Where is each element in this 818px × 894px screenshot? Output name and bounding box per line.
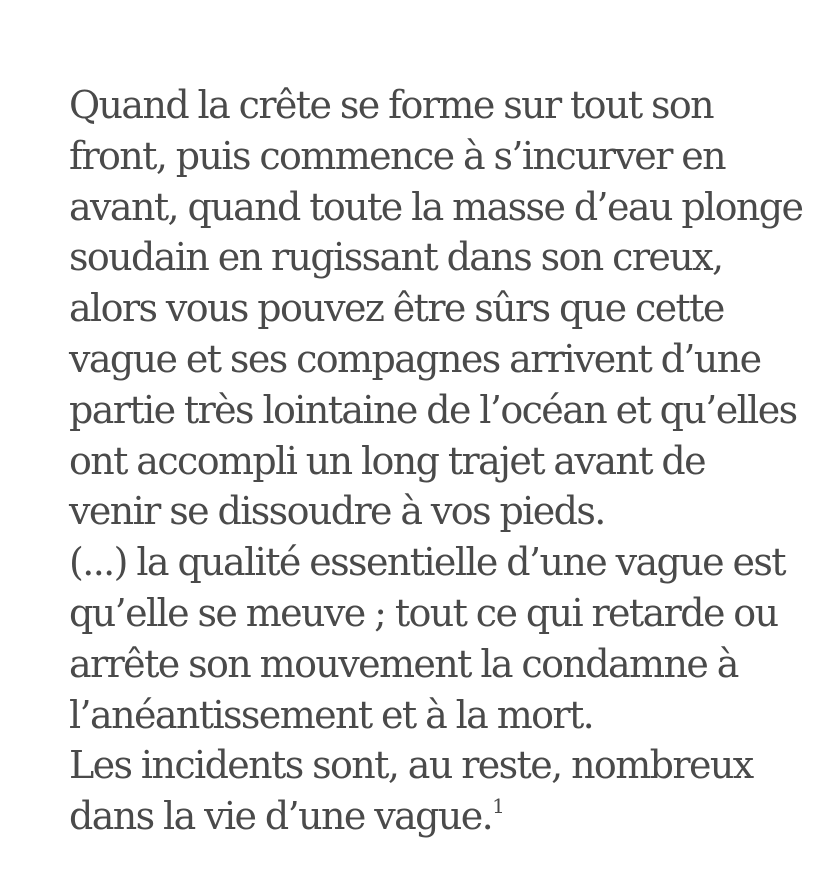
text-line: l’anéantissement et à la mort. [69,692,594,737]
text-line: Quand la crête se forme sur tout son [69,83,714,127]
text-line: soudain en rugissant dans son creux, [69,235,723,280]
text-line: alors vous pouvez être sûrs que cette [69,286,724,331]
text-line: (...) la qualité essentielle d’une vague est [69,540,785,585]
text-line: partie très lointaine de l’océan et qu’elles [69,387,797,432]
text-line: qu’elle se meuve ; tout ce qui retarde ou [69,590,778,635]
text-line-content: dans la vie d’une vague. [69,794,493,839]
quote-passage [69,80,803,842]
text-line: vague et ses compagnes arrivent d’une [69,336,761,381]
footnote-reference[interactable]: 1 [492,794,505,819]
last-text-line [69,791,789,842]
text-line: front, puis commence à s’incurver en [69,133,726,178]
text-line: arrête son mouvement la condamne à [69,641,738,686]
text-line: Les incidents sont, au reste, nombreux [69,743,753,788]
text-line: ont accompli un long trajet avant de [69,438,706,483]
text-line: avant, quand toute la masse d’eau plonge [69,184,803,229]
text-line: venir se dissoudre à vos pieds. [69,489,605,534]
